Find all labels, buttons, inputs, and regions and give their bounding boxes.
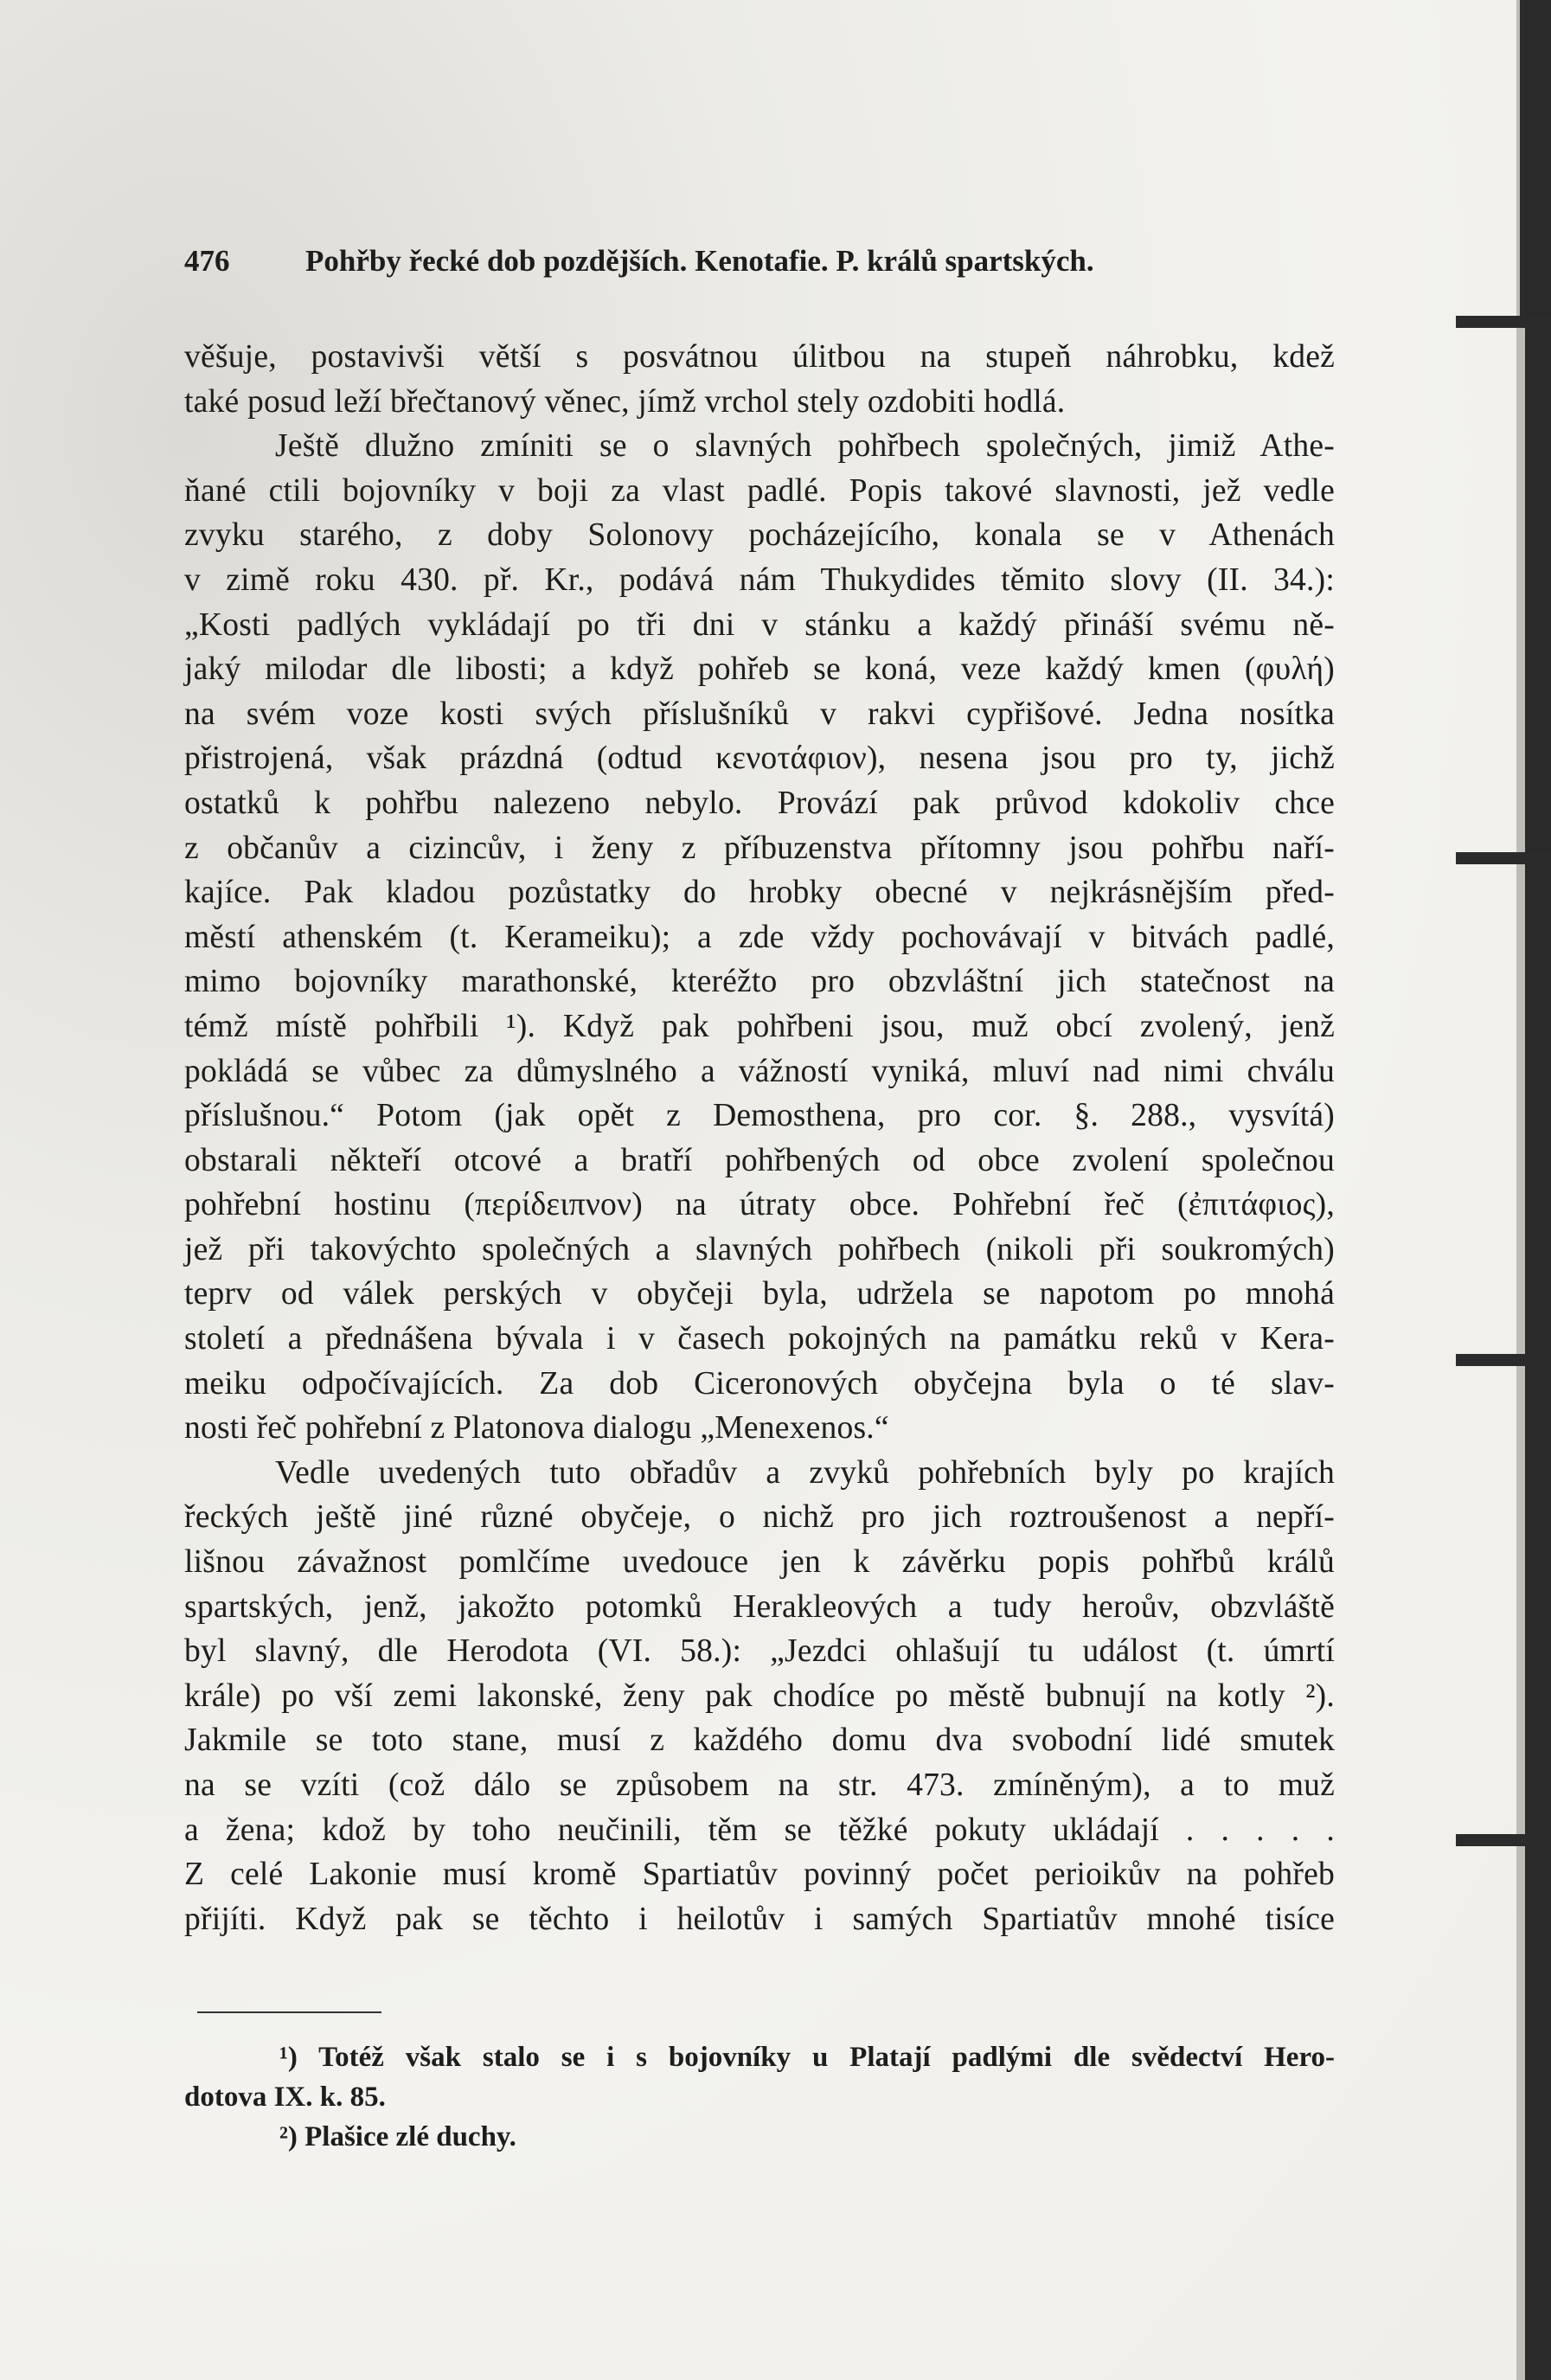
text-line: na svém voze kosti svých příslušníků v rakvi cypřišové. Jedna nosítka (184, 696, 1335, 732)
text-line: jež při takovýchto společných a slavných pohřbech (nikoli při soukromých) (184, 1231, 1335, 1267)
running-title: Pohřby řecké dob pozdějších. Kenotafie. P. králů spartských. (305, 244, 1094, 278)
footnotes (184, 2037, 1335, 2157)
scan-edge-mark (1520, 0, 1525, 320)
text-line: meiku odpočívajících. Za dob Ciceronových obyčejna byla o té slav- (184, 1365, 1335, 1402)
text-line: obstarali někteří otcové a bratří pohřbených od obce zvolení společnou (184, 1142, 1335, 1178)
text-line: lišnou závažnost pomlčíme uvedouce jen k závěrku popis pohřbů králů (184, 1544, 1335, 1581)
scan-edge (1525, 0, 1551, 2380)
text-line: jaký milodar dle libosti; a když pohřeb se koná, veze každý kmen (φυλή) (184, 651, 1335, 688)
scan-edge-tab (1456, 1354, 1551, 1366)
text-line: ňané ctili bojovníky v boji za vlast padlé. Popis takové slavnosti, jež vedle (184, 472, 1335, 509)
text-line: v zimě roku 430. př. Kr., podává nám Thukydides těmito slovy (II. 34.): (184, 561, 1335, 598)
text-line: přistrojená, však prázdná (odtud κενοτάφιον), nesena jsou pro ty, jichž (184, 741, 1335, 777)
text-line: Ještě dlužno zmíniti se o slavných pohřbech společných, jimiž Athe- (275, 428, 1335, 465)
scan-edge-tab (1456, 1834, 1551, 1846)
text-line: teprv od válek perských v obyčeji byla, udržela se napotom po mnohá (184, 1276, 1335, 1312)
text-line: z občanův a cizincův, i ženy z příbuzenstva přítomny jsou pohřbu naří- (184, 830, 1335, 866)
scan-edge-shadow (1516, 0, 1525, 2380)
text-line: Jakmile se toto stane, musí z každého domu dva svobodní lidé smutek (184, 1722, 1335, 1759)
text-line: příslušnou.“ Potom (jak opět z Demosthena, pro cor. §. 288., vysvítá) (184, 1098, 1335, 1134)
text-line: kajíce. Pak kladou pozůstatky do hrobky obecné v nejkrásnějším před- (184, 875, 1335, 911)
text-line: zvyku starého, z doby Solonovy pocházejícího, konala se v Athenách (184, 517, 1335, 554)
footnote-rule (197, 2011, 381, 2013)
text-line: řeckých ještě jiné různé obyčeje, o nichž pro jich roztroušenost a nepří- (184, 1499, 1335, 1536)
text-line: ostatků k pohřbu nalezeno nebylo. Provází pak průvod kdokoliv chce (184, 785, 1335, 821)
text-line: věšuje, postavivši větší s posvátnou úlitbou na stupeň náhrobku, kdež (184, 339, 1335, 375)
text-line: „Kosti padlých vykládají po tři dni v stánku a každý přináší svému ně- (184, 606, 1335, 643)
text-line: na se vzíti (což dálo se způsobem na str. 473. zmíněným), a to muž (184, 1767, 1335, 1803)
footnote-1-line: ¹) Totéž však stalo se i s bojovníky u Platají padlými dle svědectví Hero- (279, 2042, 1335, 2073)
text-line: pokládá se vůbec za důmyslného a vážností vyniká, mluví nad nimi chválu (184, 1053, 1335, 1089)
text-line: nosti řeč pohřební z Platonova dialogu „Menexenos.“ (184, 1410, 889, 1447)
text-line: městí athenském (t. Kerameiku); a zde vždy pochovávají v bitvách padlé, (184, 919, 1335, 955)
page-header (184, 244, 1335, 287)
scan-edge-tab (1456, 316, 1551, 328)
scan-edge-tab (1456, 852, 1551, 864)
footnote-1-line: dotova IX. k. 85. (184, 2082, 386, 2113)
text-line: přijíti. Když pak se těchto i heilotův i samých Spartiatův mnohé tisíce (184, 1901, 1335, 1937)
body-text (184, 335, 1335, 1941)
text-line: mimo bojovníky marathonské, kteréžto pro obzvláštní jich statečnost na (184, 964, 1335, 1000)
footnote-2-line: ²) Plašice zlé duchy. (279, 2121, 516, 2152)
text-line: Z celé Lakonie musí kromě Spartiatův povinný počet perioikův na pohřeb (184, 1857, 1335, 1893)
text-line: byl slavný, dle Herodota (VI. 58.): „Jezdci ohlašují tu událost (t. úmrtí (184, 1633, 1335, 1670)
text-line: krále) po vší zemi lakonské, ženy pak chodíce po městě bubnují na kotly ²). (184, 1678, 1335, 1714)
text-line: spartských, jenž, jakožto potomků Herakleových a tudy heroův, obzvláště (184, 1588, 1335, 1625)
text-line: a žena; kdož by toho neučinili, těm se těžké pokuty ukládají . . . . . (184, 1812, 1335, 1848)
text-line: století a přednášena bývala i v časech pokojných na památku reků v Kera- (184, 1321, 1335, 1357)
page-number: 476 (184, 244, 230, 278)
text-line: témž místě pohřbili ¹). Když pak pohřbeni jsou, muž obcí zvolený, jenž (184, 1008, 1335, 1044)
text-line: Vedle uvedených tuto obřadův a zvyků pohřebních byly po krajích (275, 1454, 1335, 1491)
text-line: také posud leží břečtanový věnec, jímž vrchol stely ozdobiti hodlá. (184, 383, 1066, 420)
text-line: pohřební hostinu (περίδειπνον) na útraty obce. Pohřební řeč (ἐπιτάφιος), (184, 1187, 1335, 1223)
